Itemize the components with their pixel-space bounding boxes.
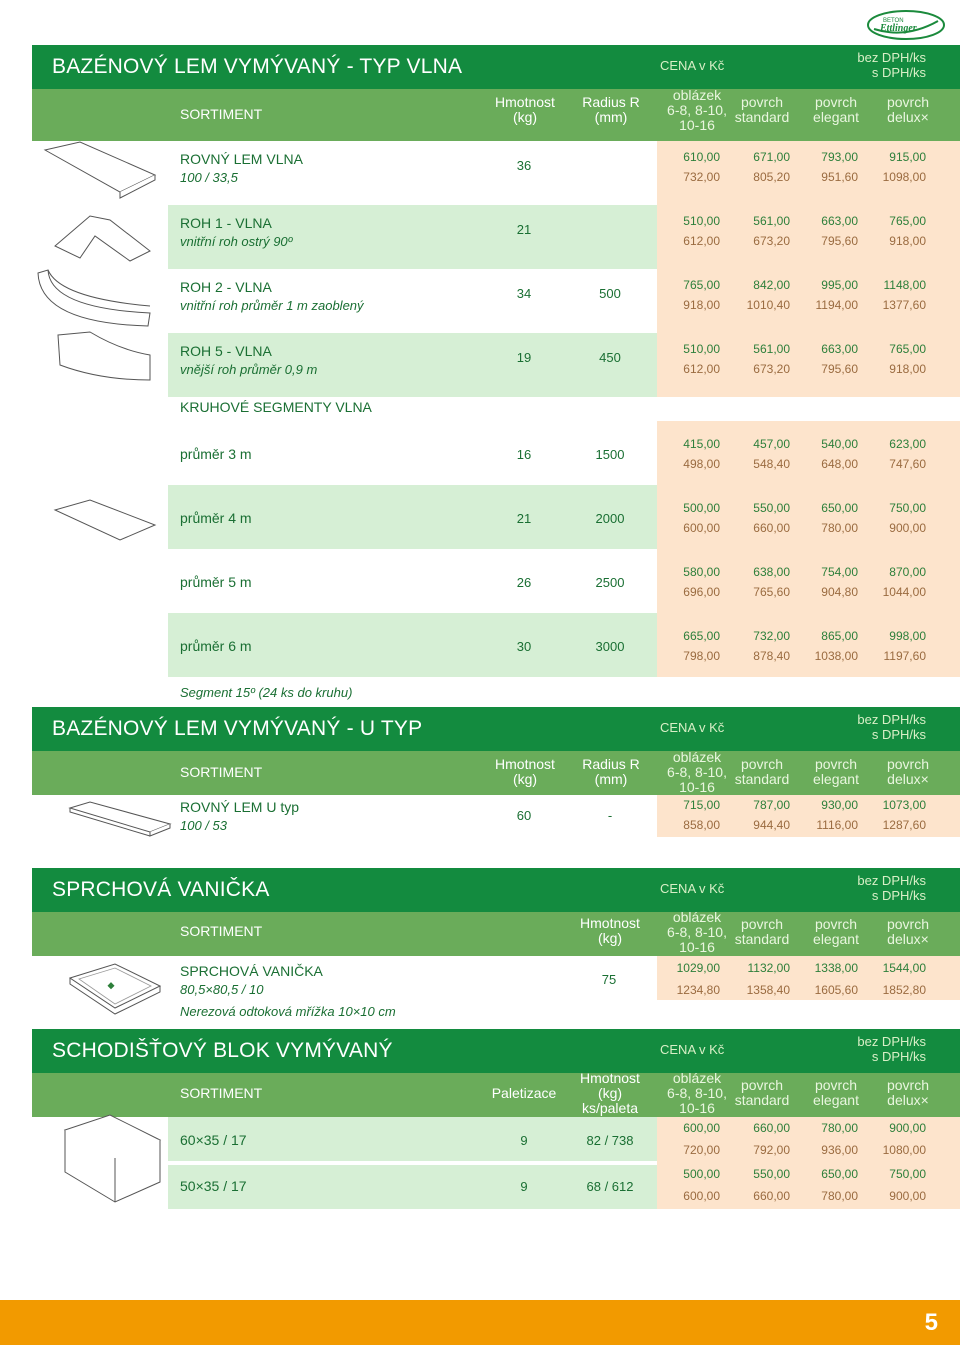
sortiment-label: SORTIMENT (180, 764, 263, 780)
shower-tray-image (65, 960, 165, 1022)
price-columns-header: oblázek 6-8, 8-10, 10-16 povrch standard povrch elegant povrch delux× (657, 1073, 960, 1117)
price-net: 663,00 (821, 214, 858, 228)
price-net: 930,00 (821, 798, 858, 812)
segment-note: Segment 15º (24 ks do kruhu) (180, 685, 353, 700)
price-gross: 1377,60 (882, 298, 926, 312)
price-currency-label: CENA v Kč (660, 881, 725, 896)
section-header-vanicka (32, 868, 960, 912)
price-net: 900,00 (889, 1121, 926, 1135)
price-net: 650,00 (821, 501, 858, 515)
price-net: 610,00 (683, 150, 720, 164)
price-gross: 648,00 (821, 457, 858, 471)
price-gross: 1044,00 (882, 585, 926, 599)
row-radius: 500 (599, 286, 621, 301)
row-name: ROH 2 - VLNA vnitřní roh průměr 1 m zaoblený (180, 279, 364, 313)
segment-radius: 2000 (595, 511, 625, 526)
weight-header: Hmotnost (kg) ks/paleta (580, 1070, 640, 1116)
price-net: 750,00 (889, 501, 926, 515)
u-edge-image (65, 798, 175, 840)
segments-label: KRUHOVÉ SEGMENTY VLNA (180, 399, 372, 415)
price-gross: 1234,80 (676, 983, 720, 997)
segment-weight: 21 (516, 511, 532, 526)
segment-name: průměr 5 m (180, 574, 252, 590)
row-radius: 450 (599, 350, 621, 365)
price-net: 600,00 (683, 1121, 720, 1135)
price-gross: 612,00 (683, 362, 720, 376)
radius-header: Radius R (mm) (582, 94, 640, 125)
price-gross: 548,40 (753, 457, 790, 471)
price-net: 665,00 (683, 629, 720, 643)
price-net: 623,00 (889, 437, 926, 451)
section-header-blok (32, 1029, 960, 1073)
price-net: 865,00 (821, 629, 858, 643)
price-net: 1148,00 (883, 278, 926, 292)
price-net: 510,00 (683, 214, 720, 228)
row-name: 60×35 / 17 (180, 1132, 247, 1148)
segment-weight: 30 (516, 639, 532, 654)
page-number: 5 (924, 1309, 938, 1336)
row-weight: 34 (516, 286, 532, 301)
price-gross: 1358,40 (746, 983, 790, 997)
price-net: 765,00 (889, 214, 926, 228)
price-net: 870,00 (889, 565, 926, 579)
price-net: 561,00 (753, 342, 790, 356)
row-name: ROVNÝ LEM VLNA 100 / 33,5 (180, 151, 303, 185)
segment-name: průměr 3 m (180, 446, 252, 462)
svg-text:Ettlinger: Ettlinger (880, 23, 917, 34)
price-gross: 765,60 (753, 585, 790, 599)
price-gross: 1194,00 (815, 298, 858, 312)
price-net: 415,00 (683, 437, 720, 451)
price-net: 500,00 (683, 501, 720, 515)
segment-image (50, 495, 160, 545)
row-pal: 9 (520, 1133, 528, 1148)
row-weight: 82 / 738 (586, 1133, 634, 1148)
price-net: 1338,00 (814, 961, 858, 975)
price-net: 998,00 (889, 629, 926, 643)
price-gross: 900,00 (889, 1189, 926, 1203)
price-net: 500,00 (683, 1167, 720, 1181)
price-gross: 1116,00 (816, 818, 858, 832)
footer-bar (0, 1300, 960, 1345)
price-net: 580,00 (683, 565, 720, 579)
price-net: 550,00 (753, 501, 790, 515)
price-gross: 1098,00 (882, 170, 926, 184)
corner-5-image (50, 330, 160, 390)
price-net: 780,00 (821, 1121, 858, 1135)
segment-weight: 26 (516, 575, 532, 590)
price-columns-header: oblázek 6-8, 8-10, 10-16 povrch standard povrch elegant povrch delux× (657, 751, 960, 795)
price-gross: 792,00 (753, 1143, 790, 1157)
row-name: ROVNÝ LEM U typ 100 / 53 (180, 799, 300, 833)
price-net: 1544,00 (882, 961, 926, 975)
price-net: 765,00 (889, 342, 926, 356)
price-gross: 1852,80 (882, 983, 926, 997)
price-gross: 805,20 (753, 170, 790, 184)
col-oblazek: oblázek 6-8, 8-10, 10-16 (667, 87, 727, 133)
price-gross: 918,00 (889, 362, 926, 376)
segment-radius: 1500 (595, 447, 625, 462)
price-net: 663,00 (821, 342, 858, 356)
vat-label: bez DPH/ks s DPH/ks (857, 873, 926, 903)
price-net: 750,00 (889, 1167, 926, 1181)
row-weight: 75 (601, 972, 617, 987)
row-weight: 21 (516, 222, 532, 237)
price-currency-label: CENA v Kč (660, 720, 725, 735)
radius-header: Radius R (mm) (582, 756, 640, 787)
price-gross: 660,00 (753, 1189, 790, 1203)
price-gross: 660,00 (753, 521, 790, 535)
price-gross: 1038,00 (814, 649, 858, 663)
price-gross: 673,20 (753, 362, 790, 376)
row-name: ROH 1 - VLNA vnitřní roh ostrý 90º (180, 215, 293, 249)
row-weight: 68 / 612 (586, 1179, 634, 1194)
row-weight: 60 (516, 808, 532, 823)
pal-header: Paletizace (491, 1085, 557, 1101)
price-gross: 904,80 (821, 585, 858, 599)
segment-weight: 16 (516, 447, 532, 462)
section-header-vlna (32, 45, 960, 89)
price-gross: 720,00 (683, 1143, 720, 1157)
price-gross: 498,00 (683, 457, 720, 471)
weight-header: Hmotnost (kg) (580, 915, 640, 946)
stair-block-image (60, 1110, 165, 1210)
price-net: 732,00 (753, 629, 790, 643)
price-gross: 1197,60 (883, 649, 926, 663)
row-weight: 19 (516, 350, 532, 365)
col-delux: povrch delux× (886, 94, 930, 125)
weight-header: Hmotnost (kg) (495, 756, 555, 787)
segment-radius: 3000 (595, 639, 625, 654)
row-name: 50×35 / 17 (180, 1178, 247, 1194)
price-columns-header (657, 89, 960, 141)
section-title: BAZÉNOVÝ LEM VYMÝVANÝ - TYP VLNA (52, 55, 463, 78)
row-pal: 9 (520, 1179, 528, 1194)
price-net: 765,00 (683, 278, 720, 292)
price-net: 650,00 (821, 1167, 858, 1181)
price-gross: 918,00 (889, 234, 926, 248)
straight-edge-image (40, 140, 160, 200)
price-gross: 600,00 (683, 1189, 720, 1203)
price-net: 715,00 (683, 798, 720, 812)
price-net: 660,00 (753, 1121, 790, 1135)
section-title: BAZÉNOVÝ LEM VYMÝVANÝ - U TYP (52, 717, 423, 740)
price-gross: 900,00 (889, 521, 926, 535)
price-gross: 1010,40 (746, 298, 790, 312)
price-gross: 798,00 (683, 649, 720, 663)
corner-1-image (50, 206, 160, 266)
price-net: 561,00 (753, 214, 790, 228)
price-net: 510,00 (683, 342, 720, 356)
price-gross: 944,40 (753, 818, 790, 832)
section-title: SPRCHOVÁ VANIČKA (52, 878, 270, 901)
price-gross: 795,60 (821, 362, 858, 376)
price-gross: 732,00 (683, 170, 720, 184)
price-gross: 858,00 (683, 818, 720, 832)
corner-2-image (30, 268, 160, 332)
price-net: 1073,00 (882, 798, 926, 812)
sortiment-label: SORTIMENT (180, 1085, 263, 1101)
price-gross: 878,40 (753, 649, 790, 663)
drain-note: Nerezová odtoková mřížka 10×10 cm (180, 1004, 396, 1019)
segment-radius: 2500 (595, 575, 625, 590)
col-standard: povrch standard (734, 94, 790, 125)
price-gross: 918,00 (683, 298, 720, 312)
price-gross: 673,20 (753, 234, 790, 248)
price-gross: 936,00 (821, 1143, 858, 1157)
row-radius: - (607, 808, 613, 823)
price-net: 787,00 (753, 798, 790, 812)
price-net: 915,00 (889, 150, 926, 164)
price-net: 457,00 (753, 437, 790, 451)
price-net: 995,00 (821, 278, 858, 292)
price-net: 754,00 (821, 565, 858, 579)
sortiment-label: SORTIMENT (180, 106, 263, 122)
price-net: 671,00 (753, 150, 790, 164)
section-header-u-typ (32, 707, 960, 751)
price-columns-header: oblázek 6-8, 8-10, 10-16 povrch standard povrch elegant povrch delux× (657, 912, 960, 956)
price-currency-label: CENA v Kč (660, 58, 725, 73)
price-gross: 951,60 (821, 170, 858, 184)
price-net: 1029,00 (676, 961, 720, 975)
ettlinger-logo (866, 9, 946, 41)
sortiment-label: SORTIMENT (180, 923, 263, 939)
price-gross: 1287,60 (882, 818, 926, 832)
svg-text:BETON: BETON (883, 18, 904, 24)
vat-label: bez DPH/ks s DPH/ks (857, 50, 926, 80)
price-net: 638,00 (753, 565, 790, 579)
row-weight: 36 (516, 158, 532, 173)
price-net: 842,00 (753, 278, 790, 292)
price-gross: 1080,00 (882, 1143, 926, 1157)
price-gross: 795,60 (821, 234, 858, 248)
price-gross: 780,00 (821, 521, 858, 535)
row-name: SPRCHOVÁ VANIČKA 80,5×80,5 / 10 (180, 963, 323, 997)
price-gross: 1605,60 (814, 983, 858, 997)
section-title: SCHODIŠŤOVÝ BLOK VYMÝVANÝ (52, 1039, 393, 1062)
price-gross: 747,60 (889, 457, 926, 471)
price-gross: 612,00 (683, 234, 720, 248)
price-gross: 600,00 (683, 521, 720, 535)
col-elegant: povrch elegant (813, 94, 859, 125)
row-name: ROH 5 - VLNA vnější roh průměr 0,9 m (180, 343, 318, 377)
price-net: 550,00 (753, 1167, 790, 1181)
segment-name: průměr 4 m (180, 510, 252, 526)
price-net: 793,00 (821, 150, 858, 164)
vat-label: bez DPH/ks s DPH/ks (857, 1034, 926, 1064)
price-net: 1132,00 (747, 961, 790, 975)
price-net: 540,00 (821, 437, 858, 451)
vat-label: bez DPH/ks s DPH/ks (857, 712, 926, 742)
price-gross: 696,00 (683, 585, 720, 599)
price-currency-label: CENA v Kč (660, 1042, 725, 1057)
weight-header: Hmotnost (kg) (495, 94, 555, 125)
segment-name: průměr 6 m (180, 638, 252, 654)
price-gross: 780,00 (821, 1189, 858, 1203)
